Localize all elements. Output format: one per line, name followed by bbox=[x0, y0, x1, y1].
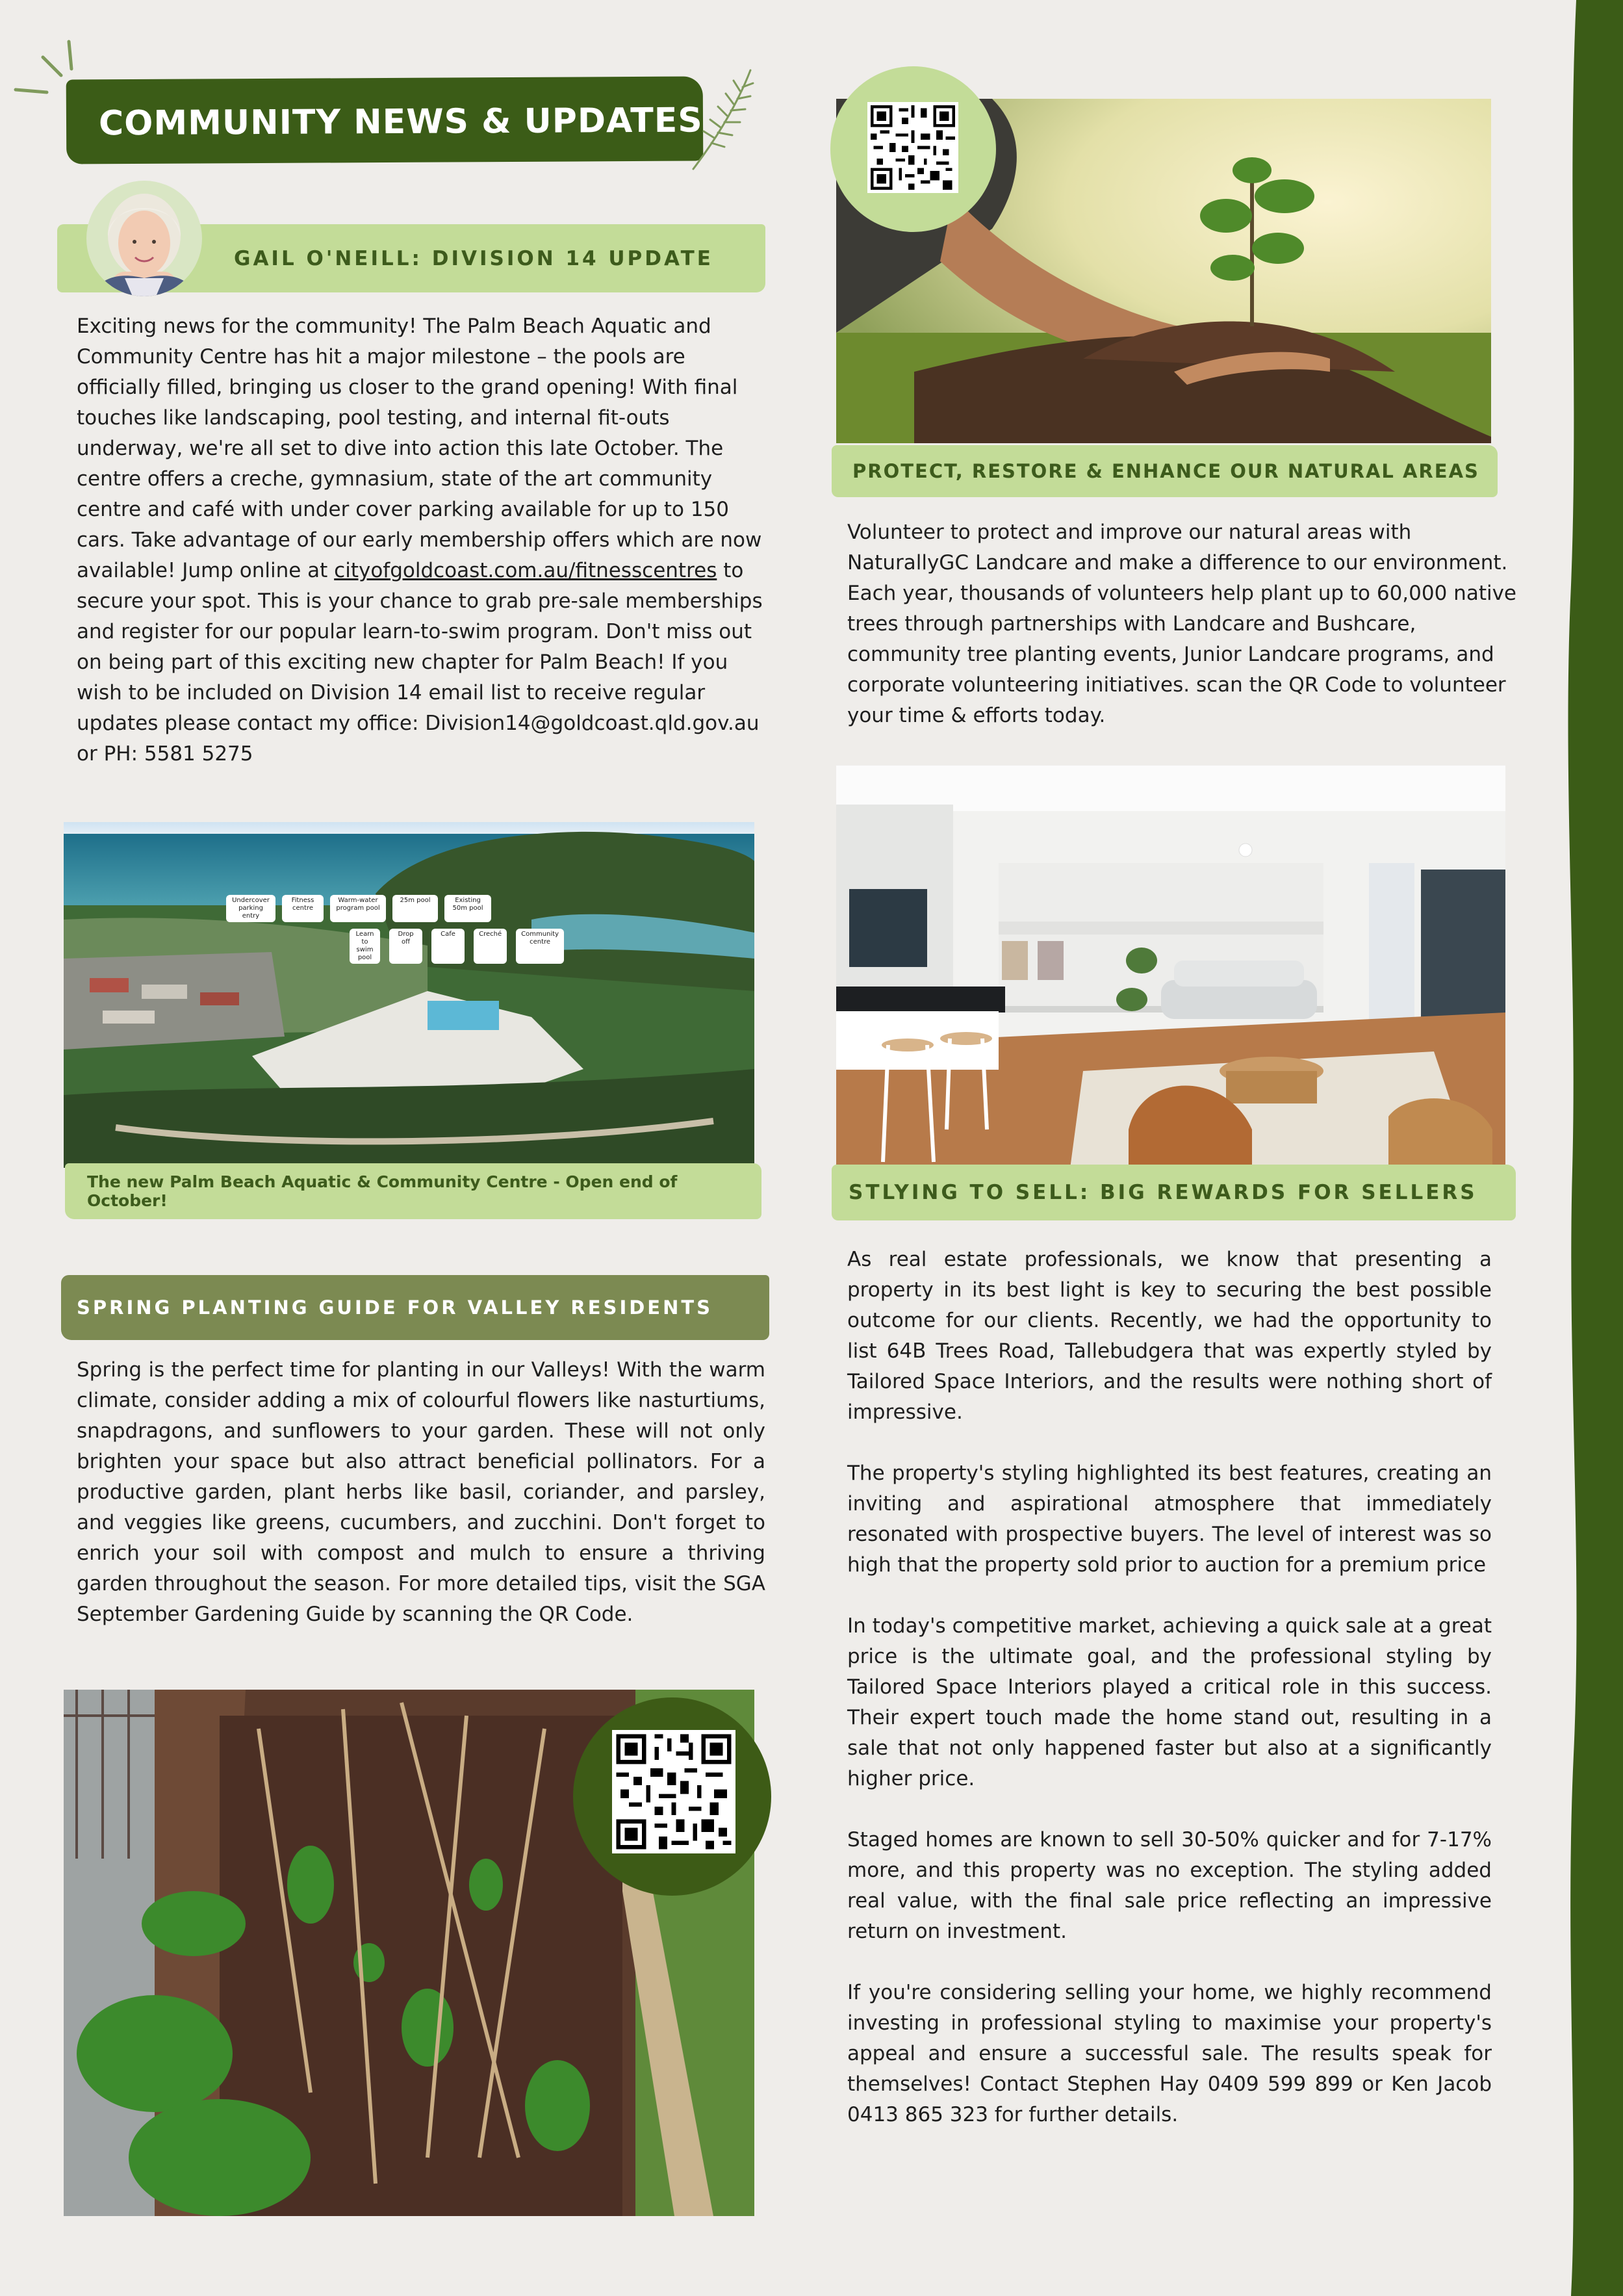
styling-paragraph: Staged homes are known to sell 30-50% quicker and for 7-17% more, and this property was no exception. The styling added real value, with the final sale price reflecting an impressive return on investment. bbox=[847, 1828, 1492, 1943]
photo-label: Community centre bbox=[516, 929, 564, 964]
photo-label: Learn to swim pool bbox=[350, 929, 380, 964]
spring-heading: SPRING PLANTING GUIDE FOR VALLEY RESIDENTS bbox=[77, 1296, 713, 1319]
gail-heading: GAIL O'NEILL: DIVISION 14 UPDATE bbox=[234, 246, 713, 270]
photo-label: Fitness centre bbox=[282, 895, 324, 922]
gail-body-part1: Exciting news for the community! The Palm Beach Aquatic and Community Centre has hit a major milestone – the pools are officially filled, bringing us closer to the grand opening! With final touches like landscaping, pool testing, and internal fit-outs underway, we're all set to dive into action this late October. The centre offers a creche, gymnasium, state of the art community centre and café with under cover parking available for up to 150 cars. Take advantage of our early membership offers which are now available! Jump online at bbox=[77, 315, 762, 582]
spring-qr-circle bbox=[573, 1697, 771, 1896]
main-title-banner bbox=[66, 76, 704, 164]
photo-label: Creché bbox=[474, 929, 507, 964]
styling-heading: STLYING TO SELL: BIG REWARDS FOR SELLERS bbox=[849, 1181, 1477, 1204]
aquatic-caption-bar bbox=[65, 1163, 761, 1219]
natural-body bbox=[847, 517, 1529, 731]
fern-leaf-icon bbox=[685, 65, 757, 175]
natural-heading: PROTECT, RESTORE & ENHANCE OUR NATURAL AREAS bbox=[852, 460, 1479, 482]
natural-qr-circle bbox=[830, 66, 996, 232]
photo-labels-group bbox=[226, 895, 564, 964]
spring-body-text: Spring is the perfect time for planting in our Valleys! With the warm climate, consider adding a mix of colourful flowers like nasturtiums, snapdragons, and sunflowers to your garden. These will not only brighten your space but also attract beneficial pollinators. For a productive garden, plant herbs like basil, coriander, and parsley, and veggies like greens, cucumbers, and zucchini. Don't forget to enrich your soil with compost and mulch to ensure a thriving garden throughout the season. For more detailed tips, visit the SGA September Gardening Guide by scanning the QR Code. bbox=[77, 1358, 765, 1626]
natural-qr-code-icon[interactable] bbox=[867, 102, 958, 193]
photo-label: Warm-water program pool bbox=[330, 895, 386, 922]
styling-paragraph: In today's competitive market, achieving a quick sale at a great price is the ultimate goal, and the professional styling by Tailored Space Interiors played a critical role in this success. Their expert touch made the home stand out, resulting in a sale that not only happened faster but also at a significantly higher price. bbox=[847, 1614, 1492, 1790]
photo-label: 25m pool bbox=[392, 895, 438, 922]
photo-label: Undercover parking entry bbox=[226, 895, 275, 922]
styling-body bbox=[847, 1245, 1492, 2130]
side-decoration bbox=[1545, 0, 1623, 2296]
styling-paragraph: The property's styling highlighted its best features, creating an inviting and aspirational atmosphere that immediately resonated with prospective buyers. The level of interest was so high that the property sold prior to auction for a premium price bbox=[847, 1462, 1492, 1577]
avatar bbox=[73, 181, 216, 296]
natural-heading-bar bbox=[832, 445, 1498, 497]
styling-paragraph: If you're considering selling your home, we highly recommend investing in professional styling to maximise your property's appeal and ensure a successful sale. The results speak for themselves! Contact Stephen Hay 0409 599 899 or Ken Jacob 0413 865 323 for further details. bbox=[847, 1981, 1492, 2126]
spring-body bbox=[77, 1355, 765, 1630]
styling-paragraph: As real estate professionals, we know that presenting a property in its best light is key to securing the best possible outcome for our clients. Recently, we had the opportunity to list 64B Trees Road, Tallebudgera that was expertly styled by Tailored Space Interiors, and the results were nothing short of impressive. bbox=[847, 1248, 1492, 1424]
photo-label: Existing 50m pool bbox=[444, 895, 491, 922]
page-title: COMMUNITY NEWS & UPDATES bbox=[98, 101, 703, 144]
photo-label: Cafe bbox=[431, 929, 465, 964]
gail-body-part2: to secure your spot. This is your chance to grab pre-sale memberships and register for our popular learn-to-swim program. Don't miss out on being part of this exciting new chapter for Palm Beach! If you wish to be included on Division 14 email list to receive regular updates please contact my office: Division14@goldcoast.qld.gov.au or PH: 5581 5275 bbox=[77, 559, 763, 766]
aquatic-centre-photo bbox=[64, 822, 754, 1168]
aquatic-caption: The new Palm Beach Aquatic & Community Centre - Open end of October! bbox=[87, 1172, 678, 1210]
gail-body bbox=[77, 311, 765, 769]
natural-body-text: Volunteer to protect and improve our natural areas with NaturallyGC Landcare and make a difference to our environment. Each year, thousands of volunteers help plant up to 60,000 native trees through partnerships with Landcare and Bushcare, community tree planting events, Junior Landcare programs, and corporate volunteering initiatives. scan the QR Code to volunteer your time & efforts today. bbox=[847, 521, 1517, 727]
styling-heading-bar bbox=[832, 1165, 1516, 1220]
interior-photo bbox=[836, 766, 1505, 1168]
spring-qr-code-icon[interactable] bbox=[612, 1730, 735, 1853]
photo-label: Drop off bbox=[389, 929, 422, 964]
spring-heading-bar bbox=[61, 1275, 769, 1340]
fitness-centres-link[interactable]: cityofgoldcoast.com.au/fitnesscentres bbox=[334, 559, 717, 582]
